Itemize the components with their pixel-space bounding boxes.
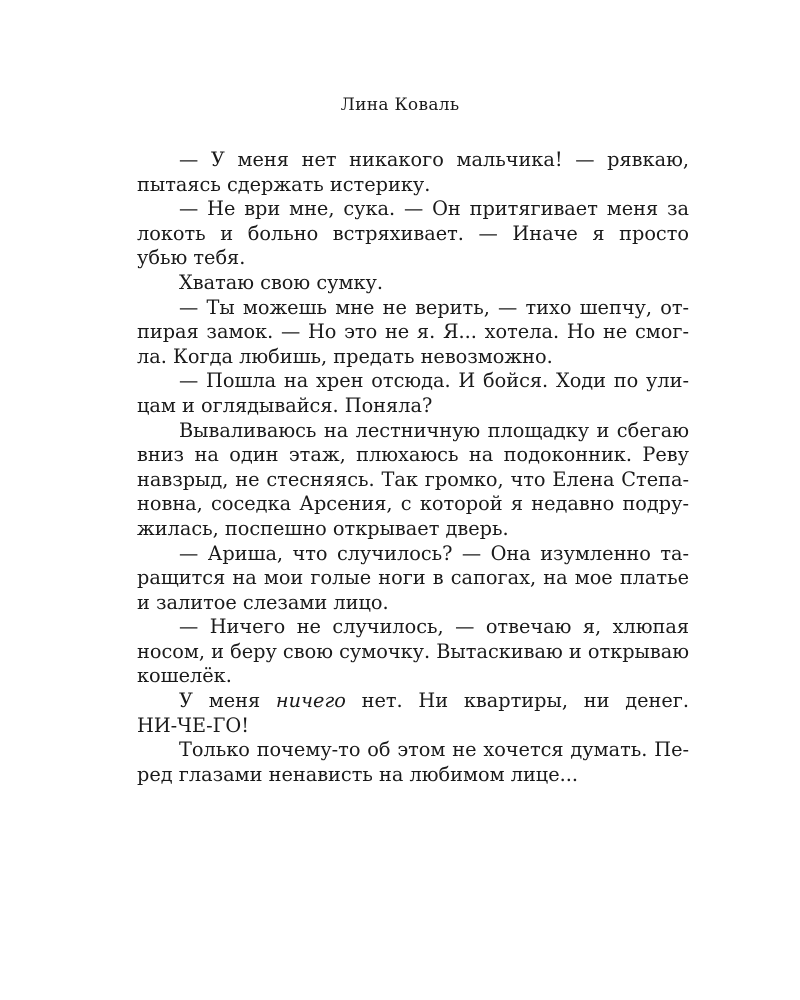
text-line-with-italic bbox=[137, 689, 689, 714]
text-line: — Ариша, что случилось? — Она изумленно та- bbox=[179, 541, 689, 565]
text-fragment: У меня bbox=[179, 689, 276, 713]
text-line: Хватаю свою сумку. bbox=[179, 270, 383, 294]
text-line: — Пошла на хрен отсюда. И бойся. Ходи по ули- bbox=[179, 369, 689, 393]
text-line: — У меня нет никакого мальчика! — рявкаю, bbox=[179, 148, 689, 171]
text-line: ла. Когда любишь, предать невозможно. bbox=[137, 344, 553, 368]
text-line: кошелёк. bbox=[137, 664, 232, 688]
text-line: ращится на мои голые ноги в сапогах, на мое платье bbox=[137, 566, 689, 590]
italic-emphasis: ничего bbox=[275, 689, 346, 713]
text-line: Вываливаюсь на лестничную площадку и сбегаю bbox=[179, 418, 689, 442]
text-line: навзрыд, не стесняясь. Так громко, что Елена Степа- bbox=[137, 467, 689, 491]
text-line: пирая замок. — Но это не я. Я... хотела. Но не смог- bbox=[137, 320, 689, 344]
text-line: убью тебя. bbox=[137, 246, 246, 270]
text-line: пытаясь сдержать истерику. bbox=[137, 172, 431, 196]
text-fragment: нет. Ни квартиры, ни денег. bbox=[345, 689, 689, 713]
text-line: ред глазами ненависть на любимом лице... bbox=[137, 762, 578, 786]
text-line: жилась, поспешно открывает дверь. bbox=[137, 516, 509, 540]
running-header-author: Лина Коваль bbox=[340, 95, 460, 115]
text-line: носом, и беру свою сумочку. Вытаскиваю и открываю bbox=[137, 639, 690, 663]
text-line: — Не ври мне, сука. — Он притягивает меня за bbox=[179, 197, 689, 221]
text-line: НИ-ЧЕ-ГО! bbox=[137, 713, 249, 737]
page-body-text bbox=[137, 148, 689, 787]
text-line: Только почему-то об этом не хочется думать. Пе- bbox=[179, 738, 689, 762]
text-line: вниз на один этаж, плюхаюсь на подоконник. Реву bbox=[137, 443, 689, 467]
text-line: локоть и больно встряхивает. — Иначе я просто bbox=[137, 221, 689, 245]
text-line: — Ты можешь мне не верить, — тихо шепчу, от- bbox=[179, 295, 689, 319]
text-line: — Ничего не случилось, — отвечаю я, хлюпая bbox=[179, 615, 689, 639]
text-line: цам и оглядывайся. Поняла? bbox=[137, 393, 433, 417]
text-line: новна, соседка Арсения, с которой я недавно подру- bbox=[137, 492, 689, 516]
text-line: и залитое слезами лицо. bbox=[137, 590, 389, 614]
